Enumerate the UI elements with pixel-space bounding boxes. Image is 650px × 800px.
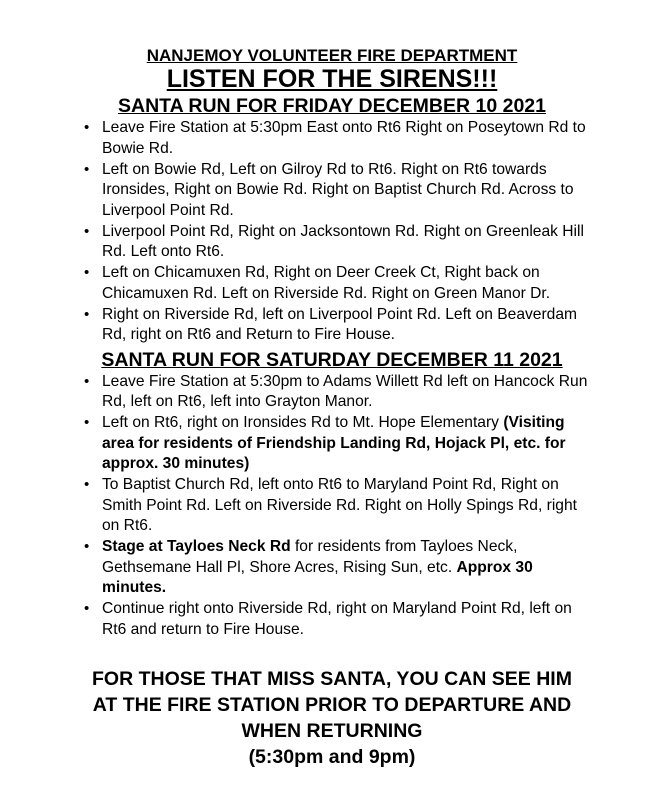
saturday-stop [72,537,592,599]
friday-run-title: SANTA RUN FOR FRIDAY DECEMBER 10 2021 [117,95,546,117]
stop-bold-note: Approx 30 minutes. [102,558,533,596]
saturday-stop: • Continue right onto Riverside Rd, right on Maryland Point Rd, left on Rt6 and return to Fire House. [72,599,592,640]
stop-bold-note: (Visiting area for residents of Friendship Landing Rd, Hojack Pl, etc. for approx. 30 minutes) [102,414,566,472]
saturday-stop [72,413,592,475]
saturday-stop: • To Baptist Church Rd, left onto Rt6 to Maryland Point Rd, Right on Smith Point Rd. Left on Riverside Rd. Right on Holly Spings Rd, right on Rt6. [72,475,592,537]
stop-bold-note: Stage at Tayloes Neck Rd [102,538,291,555]
closing-message [72,666,592,770]
friday-stop: • Liverpool Point Rd, Right on Jacksontown Rd. Right on Greenleak Hill Rd. Left onto Rt6. [72,222,592,263]
closing-times: (5:30pm and 9pm) [248,746,416,768]
closing-line: WHEN RETURNING [241,720,423,742]
friday-stop: • Left on Chicamuxen Rd, Right on Deer Creek Ct, Right back on Chicamuxen Rd. Left on Riverside Rd. Right on Green Manor Dr. [72,263,592,304]
friday-stop: • Right on Riverside Rd, left on Liverpool Point Rd. Left on Beaverdam Rd, right on Rt6 and Return to Fire House. [72,305,592,346]
stop-text: Left on Rt6, right on Ironsides Rd to Mt. Hope Elementary [102,414,504,431]
friday-stop-list [72,118,592,346]
saturday-stop: • Leave Fire Station at 5:30pm to Adams Willett Rd left on Hancock Run Rd, left on Rt6, left into Grayton Manor. [72,372,592,413]
friday-stop: • Left on Bowie Rd, Left on Gilroy Rd to Rt6. Right on Rt6 towards Ironsides, Right on Bowie Rd. Right on Baptist Church Rd. Across to Liverpool Point Rd. [72,160,592,222]
closing-line: AT THE FIRE STATION PRIOR TO DEPARTURE AND [92,694,572,716]
closing-line: FOR THOSE THAT MISS SANTA, YOU CAN SEE HIM [92,668,572,690]
department-title: NANJEMOY VOLUNTEER FIRE DEPARTMENT [146,46,518,65]
saturday-stop-list [72,372,592,641]
stop-text: for residents from Tayloes Neck, Gethsemane Hall Pl, Shore Acres, Rising Sun, etc. [102,538,518,576]
sirens-headline: LISTEN FOR THE SIRENS!!! [166,65,498,93]
saturday-run-title: SANTA RUN FOR SATURDAY DECEMBER 11 2021 [101,348,563,371]
friday-stop: • Leave Fire Station at 5:30pm East onto Rt6 Right on Poseytown Rd to Bowie Rd. [72,118,592,159]
